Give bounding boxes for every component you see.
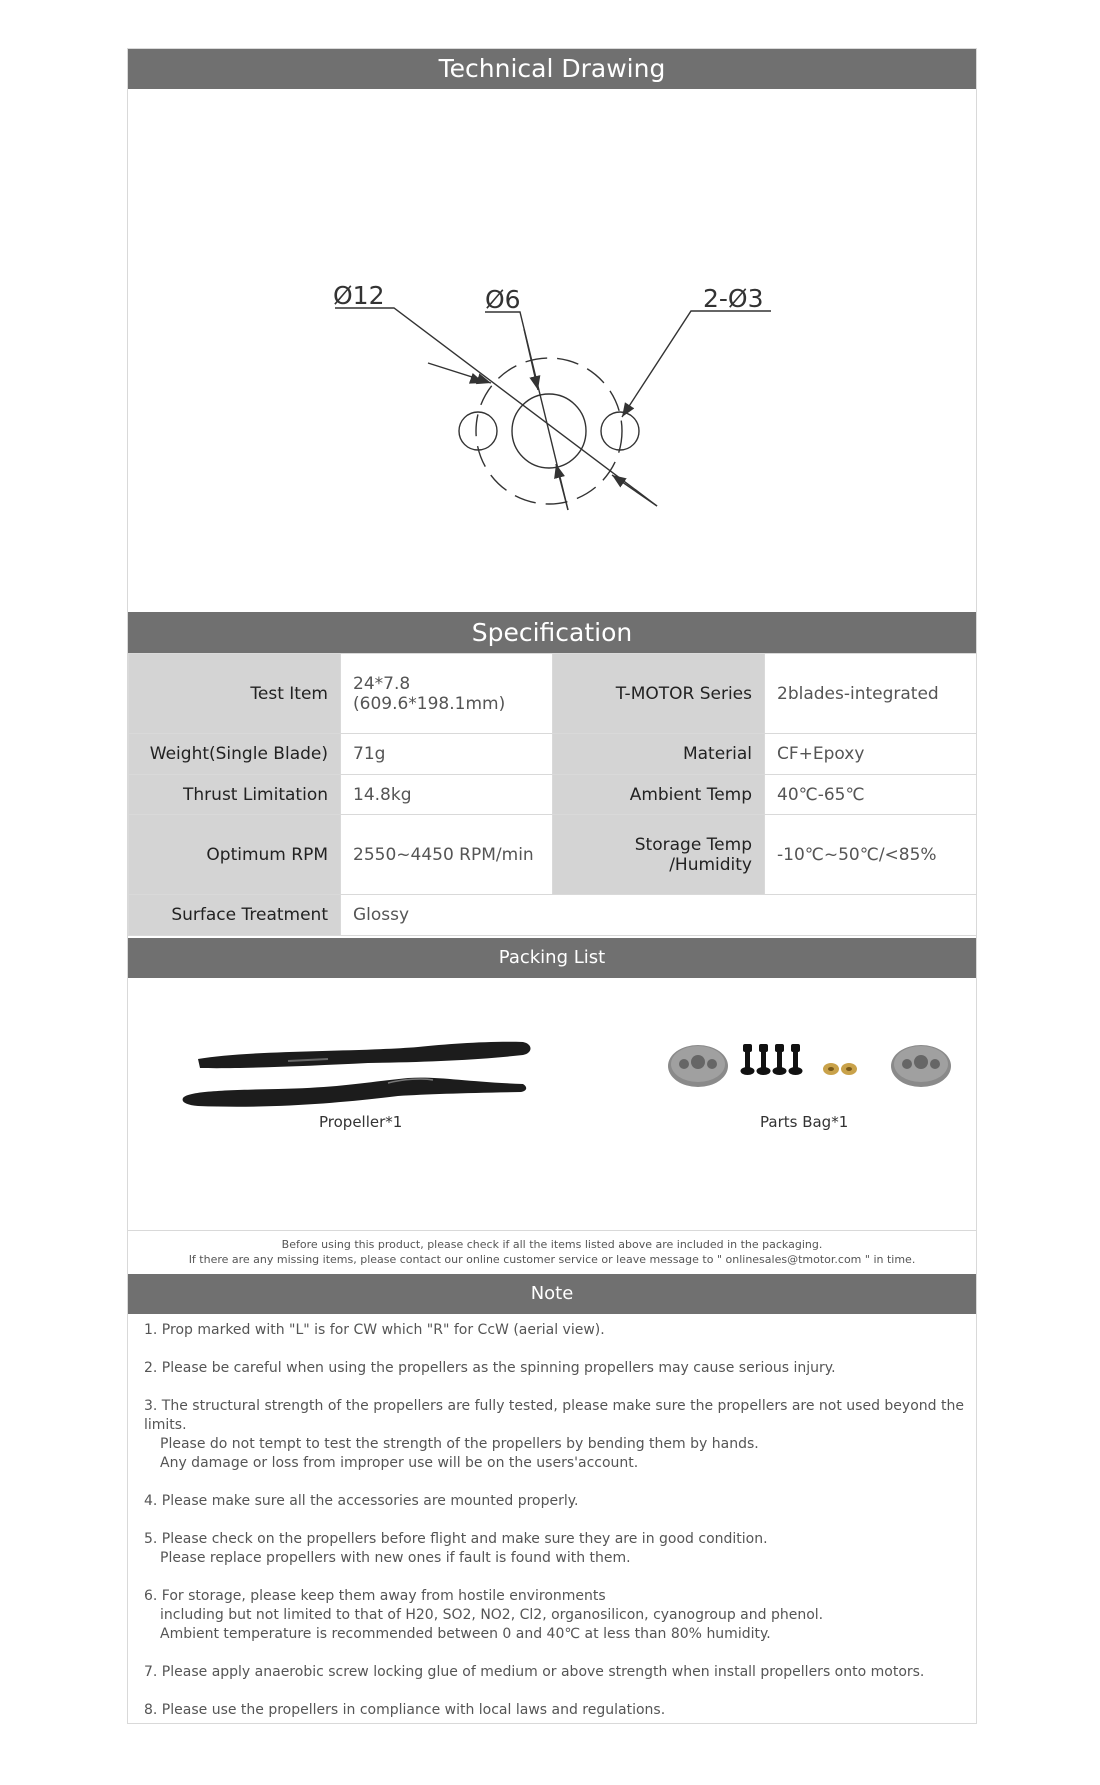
notice-line-1: Before using this product, please check if all the items listed above are included in the packaging. (281, 1238, 823, 1251)
note-text: 1. Prop marked with "L" is for CW which "R" for CcW (aerial view). (144, 1322, 605, 1338)
specification-table (128, 653, 977, 936)
table-row (129, 895, 977, 936)
storage-value: -10℃~50℃/<85% (765, 815, 977, 895)
packaging-check-notice (128, 1230, 976, 1274)
test-item-mm: (609.6*198.1mm) (353, 693, 506, 714)
notes-list (144, 1321, 964, 1739)
table-row (129, 815, 977, 895)
dim-center-label: Ø6 (485, 285, 521, 314)
mounting-hole-left (459, 412, 497, 450)
propeller-label: Propeller*1 (319, 1113, 403, 1131)
list-item (144, 1530, 964, 1568)
technical-drawing-header (128, 49, 976, 89)
list-item (144, 1587, 964, 1644)
rpm-value: 2550~4450 RPM/min (341, 815, 553, 895)
propeller-image (183, 1042, 531, 1107)
product-sheet (127, 48, 977, 1724)
table-row (129, 654, 977, 734)
table-row (129, 775, 977, 815)
note-title: Note (530, 1283, 574, 1304)
test-item-label: Test Item (129, 654, 341, 734)
series-label: T-MOTOR Series (553, 654, 765, 734)
note-text: 2. Please be careful when using the propellers as the spinning propellers may cause serious injury. (144, 1360, 836, 1376)
note-continuation: Any damage or loss from improper use will be on the users'account. (160, 1455, 639, 1471)
specification-title: Specification (471, 618, 633, 647)
test-item-size: 24*7.8 (353, 673, 411, 694)
test-item-value (341, 654, 553, 734)
weight-value: 71g (341, 734, 553, 775)
note-text: 6. For storage, please keep them away from hostile environments (144, 1588, 606, 1604)
note-text: 5. Please check on the propellers before flight and make sure they are in good condition. (144, 1531, 768, 1547)
list-item (144, 1663, 964, 1682)
rpm-label: Optimum RPM (129, 815, 341, 895)
storage-label-line2: /Humidity (669, 854, 752, 875)
note-continuation: Please do not tempt to test the strength of the propellers by bending them by hands. (160, 1436, 759, 1452)
mounting-hole-right (601, 412, 639, 450)
note-text: 3. The structural strength of the propellers are fully tested, please make sure the propellers are not used beyond the limits. (144, 1398, 964, 1433)
notice-line-2: If there are any missing items, please contact our online customer service or leave message to " onlinesales@tmotor.com " in time. (188, 1253, 916, 1266)
packing-list-header (128, 938, 976, 978)
weight-label: Weight(Single Blade) (129, 734, 341, 775)
ambient-label: Ambient Temp (553, 775, 765, 815)
technical-drawing (128, 89, 976, 612)
technical-drawing-title: Technical Drawing (438, 54, 666, 83)
arrow-outer-b (612, 475, 657, 506)
leader-outer (335, 308, 657, 506)
material-label: Material (553, 734, 765, 775)
parts-bag-image (668, 1044, 951, 1087)
thrust-value: 14.8kg (341, 775, 553, 815)
list-item (144, 1492, 964, 1511)
surface-value: Glossy (341, 895, 977, 936)
note-header (128, 1274, 976, 1314)
list-item (144, 1359, 964, 1378)
dim-holes-label: 2-Ø3 (703, 284, 764, 313)
note-text: 7. Please apply anaerobic screw locking glue of medium or above strength when install propellers onto motors. (144, 1664, 925, 1680)
ambient-value: 40℃-65℃ (765, 775, 977, 815)
table-row (129, 734, 977, 775)
packing-list-content (128, 978, 976, 1230)
leader-holes (622, 311, 771, 417)
note-text: 4. Please make sure all the accessories are mounted properly. (144, 1493, 579, 1509)
note-text: 8. Please use the propellers in compliance with local laws and regulations. (144, 1702, 666, 1718)
dim-outer-label: Ø12 (333, 281, 385, 310)
surface-label: Surface Treatment (129, 895, 341, 936)
note-continuation: Please replace propellers with new ones if fault is found with them. (160, 1550, 631, 1566)
series-value: 2blades-integrated (765, 654, 977, 734)
list-item (144, 1397, 964, 1473)
packing-list-title: Packing List (498, 947, 606, 968)
parts-bag-label: Parts Bag*1 (760, 1113, 849, 1131)
specification-header (128, 612, 976, 653)
material-value: CF+Epoxy (765, 734, 977, 775)
note-continuation: including but not limited to that of H20, SO2, NO2, Cl2, organosilicon, cyanogroup and phenol. (160, 1607, 824, 1623)
arrow-outer-tip (428, 363, 491, 383)
list-item (144, 1321, 964, 1340)
storage-label (553, 815, 765, 895)
note-continuation: Ambient temperature is recommended between 0 and 40℃ at less than 80% humidity. (160, 1626, 771, 1642)
storage-label-line1: Storage Temp (634, 834, 752, 855)
thrust-label: Thrust Limitation (129, 775, 341, 815)
list-item (144, 1701, 964, 1720)
packing-images (128, 978, 976, 1230)
